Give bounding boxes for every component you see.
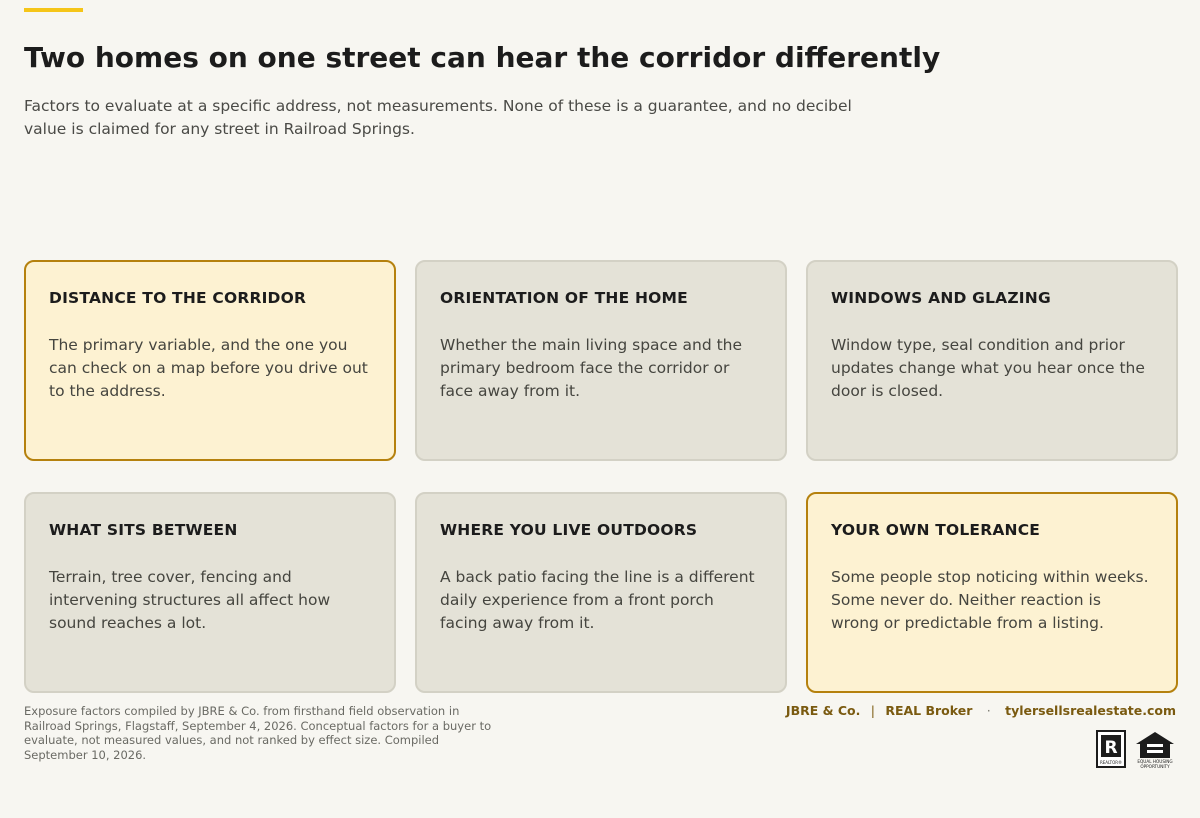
factor-card-title: WINDOWS AND GLAZING [831, 289, 1051, 307]
factor-card-title: WHERE YOU LIVE OUTDOORS [440, 521, 698, 539]
brokerage-name: REAL Broker [885, 703, 973, 718]
factor-card-between [24, 492, 396, 693]
factor-card-body: Window type, seal condition and prior updates change what you hear once the door is closed. [831, 336, 1145, 400]
page-title: Two homes on one street can hear the corridor differently [24, 41, 941, 74]
brand-name: JBRE & Co. [785, 703, 861, 718]
equal-housing-icon [1134, 730, 1176, 770]
page-subtitle: Factors to evaluate at a specific address, not measurements. None of these is a guarantee, and no decibel value is claimed for any street in Railroad Springs. [24, 97, 852, 138]
compliance-logos [1096, 730, 1176, 770]
factor-card-title: DISTANCE TO THE CORRIDOR [49, 289, 307, 307]
brand-separator: | [870, 703, 875, 718]
factor-card-body: Some people stop noticing within weeks. Some never do. Neither reaction is wrong or predictable from a listing. [831, 568, 1149, 632]
factor-card-orientation [415, 260, 787, 461]
source-note: Exposure factors compiled by JBRE & Co. from firsthand field observation in Railroad Springs, Flagstaff, September 4, 2026. Conceptual factors for a buyer to evaluate, not measured values, and not ranked by effect size. Compiled September 10, 2026. [24, 704, 492, 762]
factor-cards-grid [24, 260, 1178, 693]
factor-card-title: YOUR OWN TOLERANCE [831, 521, 1041, 539]
website-link[interactable]: tylersellsrealestate.com [1005, 703, 1176, 718]
factor-card-title: WHAT SITS BETWEEN [49, 521, 238, 539]
equal-housing-line2: OPPORTUNITY [1140, 764, 1170, 769]
brand-dot: · [986, 703, 991, 718]
factor-card-distance [24, 260, 396, 461]
realtor-logo-text: REALTOR® [1099, 760, 1123, 765]
factor-card-body: Whether the main living space and the primary bedroom face the corridor or face away from it. [440, 336, 743, 400]
factor-card-outdoors [415, 492, 787, 693]
factor-card-windows [806, 260, 1178, 461]
factor-card-title: ORIENTATION OF THE HOME [440, 289, 688, 307]
factor-card-body: Terrain, tree cover, fencing and intervening structures all affect how sound reaches a lot. [49, 568, 331, 632]
brand-line [786, 703, 1176, 718]
equal-housing-line1: EQUAL HOUSING [1137, 759, 1173, 764]
svg-text:R: R [1104, 738, 1118, 758]
factor-card-body: The primary variable, and the one you can check on a map before you drive out to the address. [49, 336, 368, 400]
realtor-logo-icon [1096, 730, 1126, 768]
factor-card-tolerance [806, 492, 1178, 693]
accent-bar [24, 8, 83, 12]
factor-card-body: A back patio facing the line is a different daily experience from a front porch facing away from it. [440, 568, 755, 632]
